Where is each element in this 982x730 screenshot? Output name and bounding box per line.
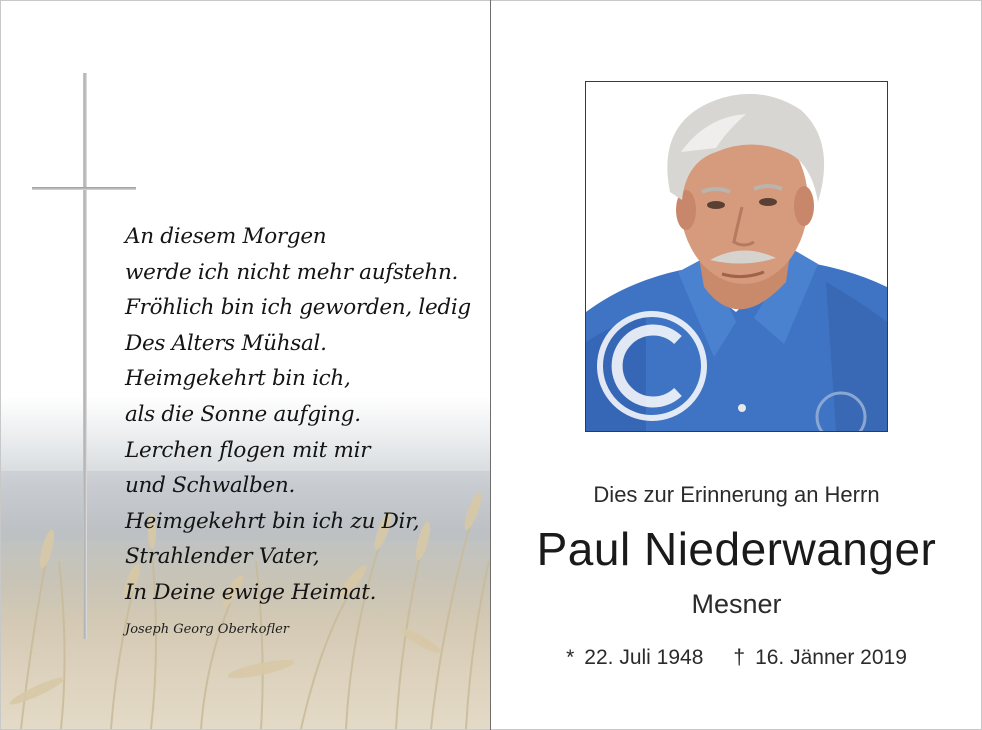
poem-line: Strahlender Vater, (125, 544, 320, 570)
poem-line: als die Sonne aufging. (125, 401, 361, 427)
poem-line: Fröhlich bin ich geworden, ledig (125, 295, 471, 321)
poem-line: Heimgekehrt bin ich zu Dir, (125, 508, 420, 534)
poem-line: In Deine ewige Heimat. (125, 579, 377, 605)
poem-line: Lerchen flogen mit mir (125, 437, 371, 463)
poem-line: Heimgekehrt bin ich, (125, 366, 351, 392)
birth-date: 22. Juli 1948 (584, 646, 704, 669)
birth-symbol: * (566, 646, 575, 669)
deceased-role: Mesner (691, 589, 782, 619)
portrait-illustration (586, 82, 887, 431)
poem-line: werde ich nicht mehr aufstehn. (125, 259, 459, 285)
cross-icon-bar (32, 187, 136, 190)
death-date: 16. Jänner 2019 (755, 646, 907, 669)
cross-icon (83, 73, 87, 639)
deceased-name: Paul Niederwanger (536, 523, 937, 575)
life-dates (491, 646, 982, 670)
left-panel (1, 1, 490, 729)
poem-author: Joseph Georg Oberkofler (125, 622, 289, 637)
memorial-intro: Dies zur Erinnerung an Herrn (593, 482, 880, 507)
portrait-photo (585, 81, 888, 432)
death-symbol: † (733, 646, 746, 669)
poem-line: und Schwalben. (125, 473, 295, 499)
card-fold-divider (490, 0, 491, 730)
poem-line: Des Alters Mühsal. (125, 330, 327, 356)
poem (125, 219, 485, 611)
poem-line: An diesem Morgen (125, 224, 327, 249)
